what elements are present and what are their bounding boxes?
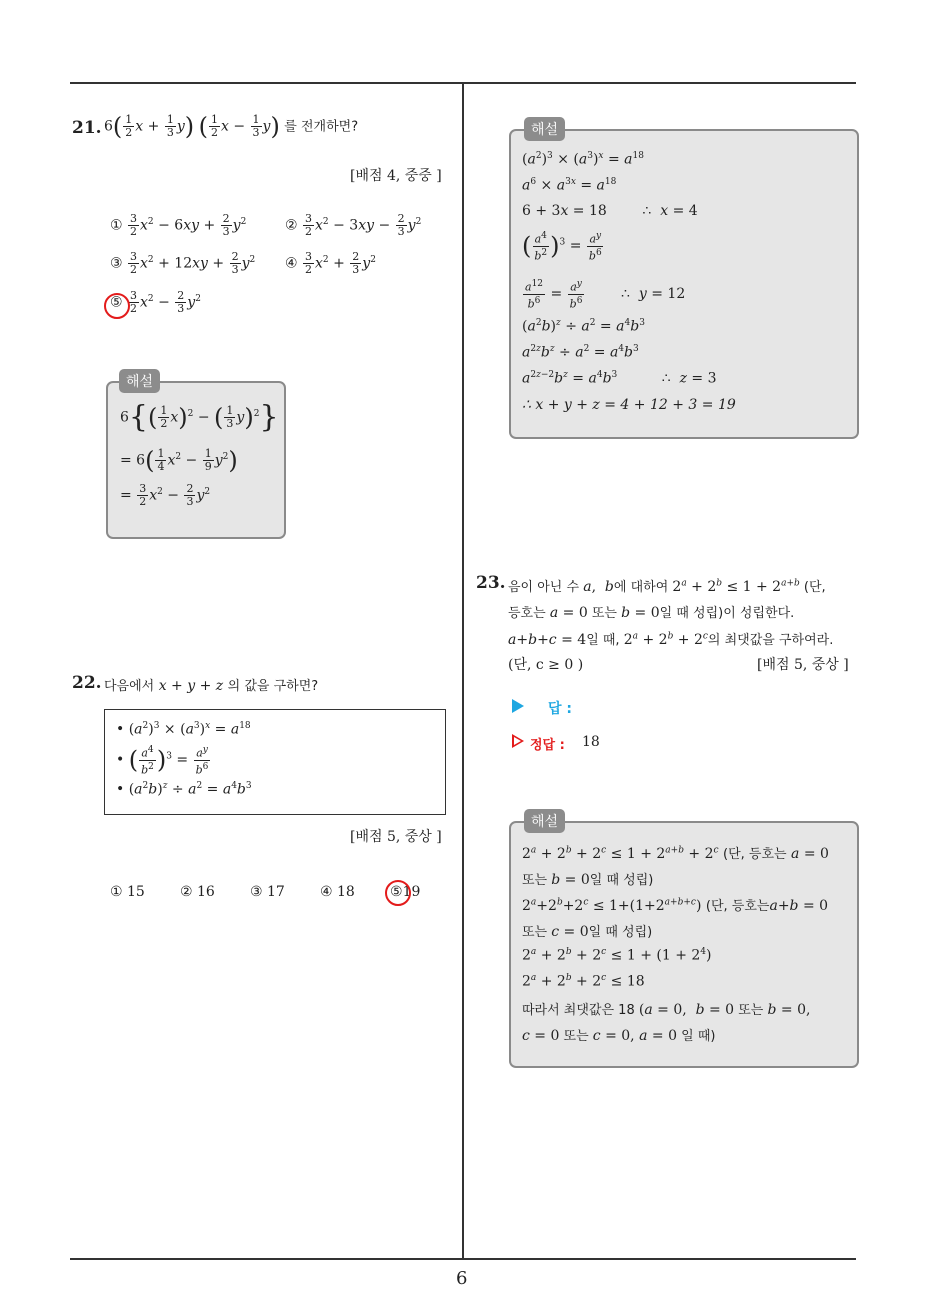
q23-correct-value: 18 (582, 734, 600, 750)
q22-sol-line-1: $(a^2)^3 \times (a^3)^x = a^{18}$ (522, 151, 644, 168)
q22-meta: [배점 5, 중상 ] (350, 829, 442, 845)
q23-line2-b: 또는 (591, 606, 617, 621)
q23-number: 23. (476, 573, 506, 593)
q23-correct-label: 정답 : (530, 738, 565, 753)
q22-sol-conclusion: ∴ x + y + z = 4 + 12 + 3 = 19 (522, 397, 736, 413)
q22-sol-line-5: $\frac{a^{12}}{b^6}$ = $\frac{a^y}{b^6}$ ∴ y = 12 (525, 279, 686, 311)
q23-sol-line2: 또는 (522, 873, 548, 888)
q22-sol-line-4: ( $\frac{a^4}{b^2}$ )$^3$ = $\frac{a^y}{b^6}$ (522, 231, 602, 263)
choice-value: 16 (197, 884, 215, 900)
choice-value: 15 (127, 884, 145, 900)
q21-choice-4[interactable]: ④ $\frac{3}{2}$ $x^2$ + $\frac{2}{3}$ $y^2$ (285, 250, 376, 276)
q23-line-4: (단, c ≥ 0 ) (508, 657, 584, 673)
q23-sol-line-8: c = 0 또는 c = 0, a = 0 일 때) (522, 1028, 716, 1044)
q22-sol-line-2: $a^6 \times a^{3x} = a^{18}$ (522, 177, 617, 194)
q22-solution-tag: 해설 (524, 117, 565, 141)
answer-arrow-icon (512, 699, 524, 713)
q22-choice-1[interactable] (110, 884, 145, 900)
q21-choice-2[interactable]: ② $\frac{3}{2}$ $x^2 - 3xy$ − $\frac{2}{3}$ $y^2$ (285, 212, 422, 238)
answer-input-line[interactable] (580, 712, 730, 713)
answer-circle-mark (104, 293, 130, 319)
q23-sol-line-4: 또는 c = 0일 때 성립) (522, 924, 653, 940)
correct-triangle-inner (514, 737, 521, 745)
q21-stem: 6( $\frac{1}{2}$ x + $\frac{1}{3}$ y) ( $\frac{1}{2}$ x − $\frac{1}{3}$ y) 를 전개하면? (104, 112, 359, 141)
choice-mark: ② (180, 884, 193, 900)
choice-mark: ① (110, 884, 123, 900)
q22-condition-3: • $(a^2b)^z \div a^2 = a^4b^3$ (116, 781, 252, 798)
q23-sol-line3-tail: (단, 등호는 (705, 899, 770, 914)
q23-sol-line7: 따라서 최댓값은 18 (522, 1003, 635, 1018)
bottom-rule (70, 1258, 856, 1260)
q23-sol-line2-tail: 일 때 성립) (589, 873, 654, 888)
q23-sol-line-7: 따라서 최댓값은 18 (a = 0, b = 0 또는 b = 0, (522, 1002, 811, 1018)
q21-choice-3[interactable]: ③ $\frac{3}{2}$ $x^2 + 12xy$ + $\frac{2}{3}$ $y^2$ (110, 250, 256, 276)
q22-sol-line-6: $(a^2b)^z \div a^2 = a^4b^3$ (522, 318, 645, 335)
q22-condition-2: • ( $\frac{a^4}{b^2}$ )$^3$ = $\frac{a^y}{b^6}$ (116, 745, 209, 777)
q23-sol-line-2: 또는 b = 0일 때 성립) (522, 872, 654, 888)
q23-sol-line-5: $2^a + 2^b + 2^c \le 1 + (1 + 2^4)$ (522, 947, 712, 964)
column-divider (462, 82, 464, 1259)
q23-line1-c: (단, (803, 580, 826, 595)
q21-solution-line-1: 6{( $\frac{1}{2}$ x)$^2$ − ( $\frac{1}{3}$ y)$^2$} (120, 399, 279, 435)
choice-mark: ⑤ (110, 294, 123, 311)
q23-sol-line-3: $2^a+2^b+2^c \le 1+(1+2^{a+b+c})$ (단, 등호는a+b = 0 (522, 897, 829, 914)
q21-solution-tag: 해설 (119, 369, 160, 393)
q23-sol-line8: 또는 (563, 1029, 589, 1044)
q23-solution-tag: 해설 (524, 809, 565, 833)
q22-sol-line-3: 6 + 3x = 18 ∴ x = 4 (522, 203, 698, 219)
q22-stem-prefix: 다음에서 (104, 679, 155, 694)
q23-line2: 등호는 (508, 606, 546, 621)
q22-choice-2[interactable] (180, 884, 215, 900)
choice-mark: ① (110, 217, 123, 234)
q23-line-3: a+b+c = 4일 때, $2^a + 2^b + 2^c$의 최댓값을 구하여라. (508, 631, 834, 648)
q23-meta: [배점 5, 중상 ] (757, 657, 849, 673)
choice-mark: ④ (285, 255, 298, 272)
q23-line1-b: 에 대하여 (613, 580, 669, 595)
choice-value: 18 (337, 884, 355, 900)
q22-choice-4[interactable] (320, 884, 355, 900)
q21-meta: [배점 4, 중중 ] (350, 168, 442, 184)
q22-condition-1: • $(a^2)^3 \times (a^3)^x = a^{18}$ (116, 721, 251, 738)
q23-line2-c: 일 때 성립)이 성립한다. (659, 606, 795, 621)
q22-sol-line-8: $a^{2z-2}b^z = a^4b^3$ ∴ z = 3 (522, 370, 717, 387)
q22-number: 22. (72, 673, 102, 693)
q23-line-2: 등호는 a = 0 또는 b = 0일 때 성립)이 성립한다. (508, 605, 795, 621)
choice-mark: ③ (110, 255, 123, 272)
q21-solution-line-2: = 6( $\frac{1}{4}$ $x^2$ − $\frac{1}{9}$ $y^2$) (120, 446, 238, 475)
q23-line1-a: 음이 아닌 수 (508, 580, 580, 595)
q21-number: 21. (72, 118, 102, 138)
q21-solution-line-3: = $\frac{3}{2}$ $x^2$ − $\frac{2}{3}$ $y^2$ (120, 482, 211, 508)
q21-choice-1[interactable]: ① $\frac{3}{2}$ $x^2 - 6xy$ + $\frac{2}{3}$ $y^2$ (110, 212, 247, 238)
choice-mark: ② (285, 217, 298, 234)
q22-choice-3[interactable] (250, 884, 285, 900)
choice-value: 19 (402, 884, 421, 900)
q23-sol-line-1: $2^a + 2^b + 2^c \le 1 + 2^{a+b} + 2^c$ (단, 등호는 a = 0 (522, 845, 829, 862)
q21-choice-5[interactable]: ⑤ $\frac{3}{2}$ $x^2$ − $\frac{2}{3}$ $y^2$ (110, 289, 201, 315)
q23-sol-line8-tail: 일 때) (681, 1029, 716, 1044)
q23-answer-label: 답 : (548, 701, 572, 717)
q23-sol-line1-tail: (단, 등호는 (723, 847, 787, 862)
q23-line3-b: 의 최댓값을 구하여라. (707, 633, 834, 648)
choice-mark: ⑤ (390, 884, 403, 900)
q23-sol-line-6: $2^a + 2^b + 2^c \le 18$ (522, 973, 645, 990)
choice-mark: ③ (250, 884, 263, 900)
choice-mark: ④ (320, 884, 333, 900)
page-number: 6 (456, 1268, 468, 1289)
q23-sol-line4-tail: 일 때 성립) (588, 925, 653, 940)
q22-stem: 다음에서 x + y + z 의 값을 구하면? (104, 678, 319, 694)
q22-sol-line-7: $a^{2z}b^z \div a^2 = a^4b^3$ (522, 344, 639, 361)
q23-line-1: 음이 아닌 수 a, b에 대하여 $2^a + 2^b \le 1 + 2^{a+b}$ (단, (508, 578, 826, 595)
choice-value: 17 (267, 884, 285, 900)
answer-circle-mark (385, 880, 411, 906)
q21-stem-suffix: 를 전개하면? (284, 119, 359, 135)
q22-stem-suffix: 의 값을 구하면? (227, 679, 319, 694)
q23-line3-a: 일 때, (586, 633, 620, 648)
q23-sol-line4: 또는 (522, 925, 548, 940)
